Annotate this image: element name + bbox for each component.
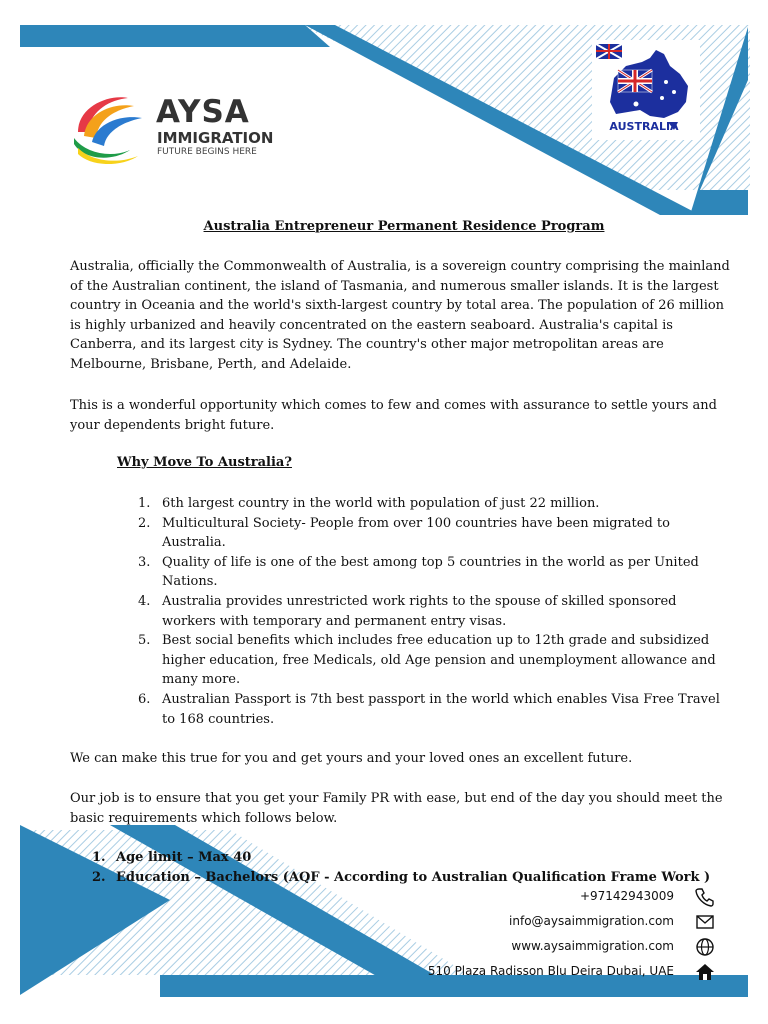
list-number: 4. [138,593,151,609]
contact-address: 510 Plaza Radisson Blu Deira Dubai, UAE [427,964,674,978]
intro-paragraph: Australia, officially the Commonwealth of Australia, is a sovereign country comprising the mainland of the Australian continent, the island of Tasmania, and numerous smaller islands. It is the largest country in Oceania and the world's sixth-largest country by total area. The population of 26 million is highly urbanized and heavily concentrated on the eastern seaboard. Australia's capital is Canberra, and its largest city is Sydney. The country's other major metropolitan areas are Melbourne, Brisbane, Perth, and Adelaide. [70,259,730,372]
contact-phone[interactable]: +97142943009 [579,889,674,903]
list-item [138,690,727,729]
phone-icon [695,887,715,907]
list-number: 1. [138,496,151,511]
list-number: 6. [138,691,151,707]
list-item [138,631,727,690]
list-number: 2. [138,515,151,531]
australia-label: AUSTRALIA [609,120,679,133]
globe-icon [695,937,715,957]
why-heading: Why Move To Australia? [117,455,292,470]
list-item [138,592,727,631]
email-icon [695,912,715,932]
logo-tagline: FUTURE BEGINS HERE [157,147,257,157]
list-text: Best social benefits which includes free education up to 12th grade and subsidized higher education, free Medicals, old Age pension and unemployment allowance and many more. [162,633,716,688]
list-item [92,868,736,888]
list-text: Quality of life is one of the best among top 5 countries in the world as per United Nations. [162,554,699,590]
requirements-list [92,848,736,888]
australia-map-image [592,40,700,140]
list-item [138,494,727,514]
list-number: 1. [92,850,106,865]
contact-email[interactable]: info@aysaimmigration.com [509,914,674,928]
list-text: 6th largest country in the world with population of just 22 million. [162,496,600,511]
bottom-blue-bar [160,975,748,997]
list-item [138,553,727,592]
list-text: Education – Bachelors (AQF - According to Australian Qualification Frame Work ) [116,870,711,885]
list-number: 5. [138,633,151,649]
top-blue-bar [20,25,330,47]
list-number: 2. [92,870,106,885]
list-text: Age limit – Max 40 [116,850,252,865]
list-number: 3. [138,554,151,570]
opportunity-paragraph: This is a wonderful opportunity which comes to few and comes with assurance to settle yours and your dependents bright future. [70,398,717,433]
home-icon [695,962,715,982]
logo-swirl-icon [68,92,152,164]
list-text: Australia provides unrestricted work rights to the spouse of skilled sponsored workers with temporary and permanent entry visas. [162,593,677,629]
logo-sub-text: IMMIGRATION [157,129,274,147]
page-title: Australia Entrepreneur Permanent Residence Program [203,219,605,234]
list-item [92,848,736,868]
list-item [138,514,727,553]
list-text: Multicultural Society- People from over 100 countries have been migrated to Australia. [162,515,670,551]
contact-website[interactable]: www.aysaimmigration.com [511,939,674,953]
reasons-list [138,494,727,729]
logo-brand-text: AYSA [156,94,250,130]
job-paragraph: Our job is to ensure that you get your Family PR with ease, but end of the day you should meet the basic requirements which follows below. [70,791,723,826]
company-logo [68,92,282,164]
closing-paragraph: We can make this true for you and get yours and your loved ones an excellent future. [70,751,633,766]
list-text: Australian Passport is 7th best passport in the world which enables Visa Free Travel to 168 countries. [162,691,720,727]
